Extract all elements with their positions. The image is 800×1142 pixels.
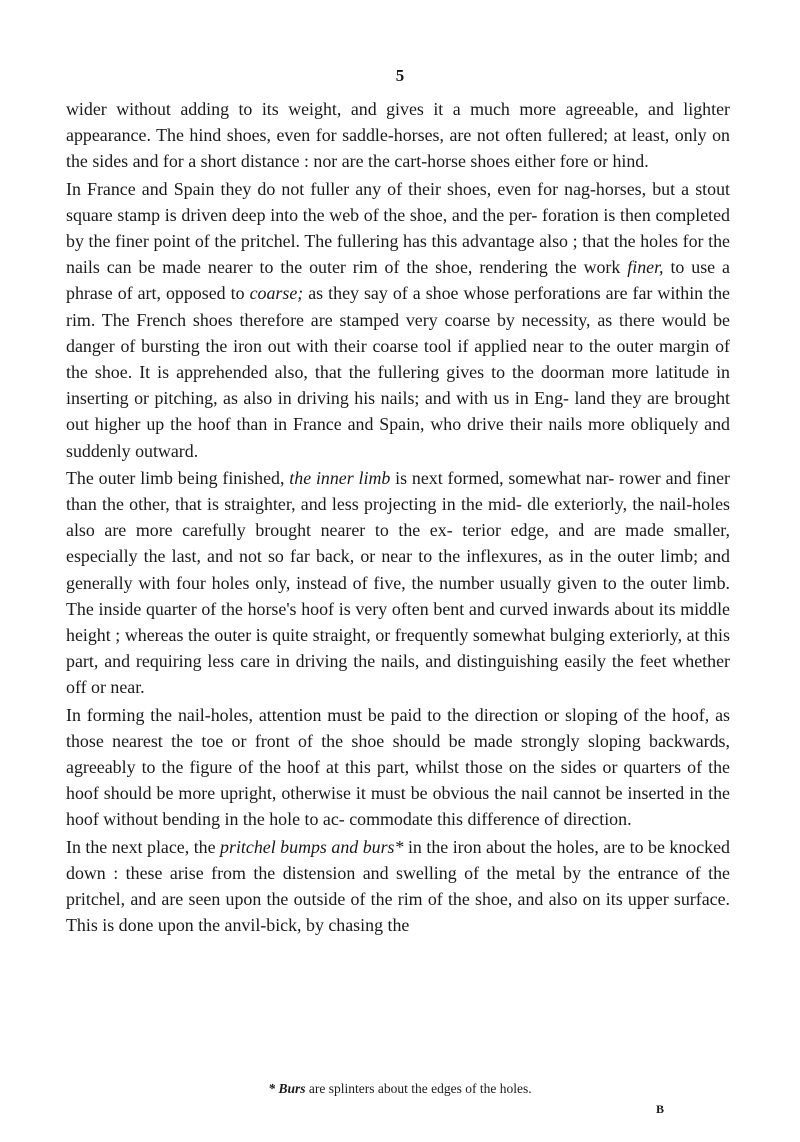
paragraph bbox=[66, 176, 730, 464]
paragraph bbox=[66, 702, 730, 833]
paragraph bbox=[66, 834, 730, 939]
text-run: in the iron about the holes, are to be knocked down : these arise from the distension and swelling of the metal by the entrance of the pritchel, and are seen upon the outside of the rim of the shoe, and also on its upper surface. This is done upon the anvil-bick, by chasing the bbox=[66, 836, 730, 936]
text-run: to use a phrase of art, opposed to bbox=[66, 257, 730, 304]
paragraph bbox=[66, 465, 730, 701]
italic-phrase: pritchel bumps and burs* bbox=[220, 836, 404, 857]
italic-phrase: the inner limb bbox=[289, 467, 391, 488]
text-run: wider without adding to its weight, and gives it a much more agreeable, and lighter appearance. The hind shoes, even for saddle-horses, are not often fullered; at least, only on the sides and for a short distance : nor are the cart-horse shoes either fore or hind. bbox=[66, 99, 730, 172]
text-run: In the next place, the bbox=[66, 836, 221, 857]
footnote-term: * Burs bbox=[268, 1081, 306, 1096]
signature-mark: B bbox=[656, 1102, 665, 1116]
text-run: In France and Spain they do not fuller any of their shoes, even for nag-horses, but a stout square stamp is driven deep into the web of the shoe, and the per- foration is then completed by the finer point of the pritchel. The fullering has this advantage also ; that the holes for the nails can be made nearer to the outer rim of the shoe, rendering the work bbox=[66, 178, 730, 278]
footnote bbox=[0, 1081, 800, 1097]
text-run: The outer limb being finished, bbox=[66, 467, 290, 488]
italic-phrase: coarse; bbox=[249, 283, 304, 304]
text-run: as they say of a shoe whose perforations are far within the rim. The French shoes therefore are stamped very coarse by necessity, as there would be danger of bursting the iron out with their coarse tool if applied near to the outer margin of the shoe. It is apprehended also, that the fullering gives to the doorman more latitude in inserting or pitching, as also in driving his nails; and with us in Eng- land they are brought out higher up the hoof than in France and Spain, who drive their nails more obliquely and suddenly outward. bbox=[66, 283, 730, 461]
text-run: is next formed, somewhat nar- rower and finer than the other, that is straighter, and less projecting in the mid- dle exteriorly, the nail-holes also are more carefully brought nearer to the ex- terior edge, and are made smaller, especially the last, and not so far back, or near to the inflexures, as in the outer limb; and generally with four holes only, instead of five, the number usually given to the outer limb. The inside quarter of the horse's hoof is very often bent and curved inwards about its middle height ; whereas the outer is quite straight, or frequently somewhat bulging exteriorly, at this part, and requiring less care in driving the nails, and distinguishing easily the feet whether off or near. bbox=[66, 467, 730, 698]
body-text bbox=[66, 96, 730, 940]
italic-phrase: finer, bbox=[627, 257, 664, 278]
text-run: In forming the nail-holes, attention must be paid to the direction or sloping of the hoof, as those nearest the toe or front of the shoe should be made strongly sloping backwards, agreeably to the figure of the hoof at this part, whilst those on the sides or quarters of the hoof should be more upright, otherwise it must be obvious the nail cannot be inserted in the hoof without bending in the hole to ac- commodate this difference of direction. bbox=[66, 704, 730, 830]
footnote-text: are splinters about the edges of the holes. bbox=[305, 1081, 532, 1096]
page-number: 5 bbox=[395, 66, 405, 85]
paragraph bbox=[66, 96, 730, 175]
